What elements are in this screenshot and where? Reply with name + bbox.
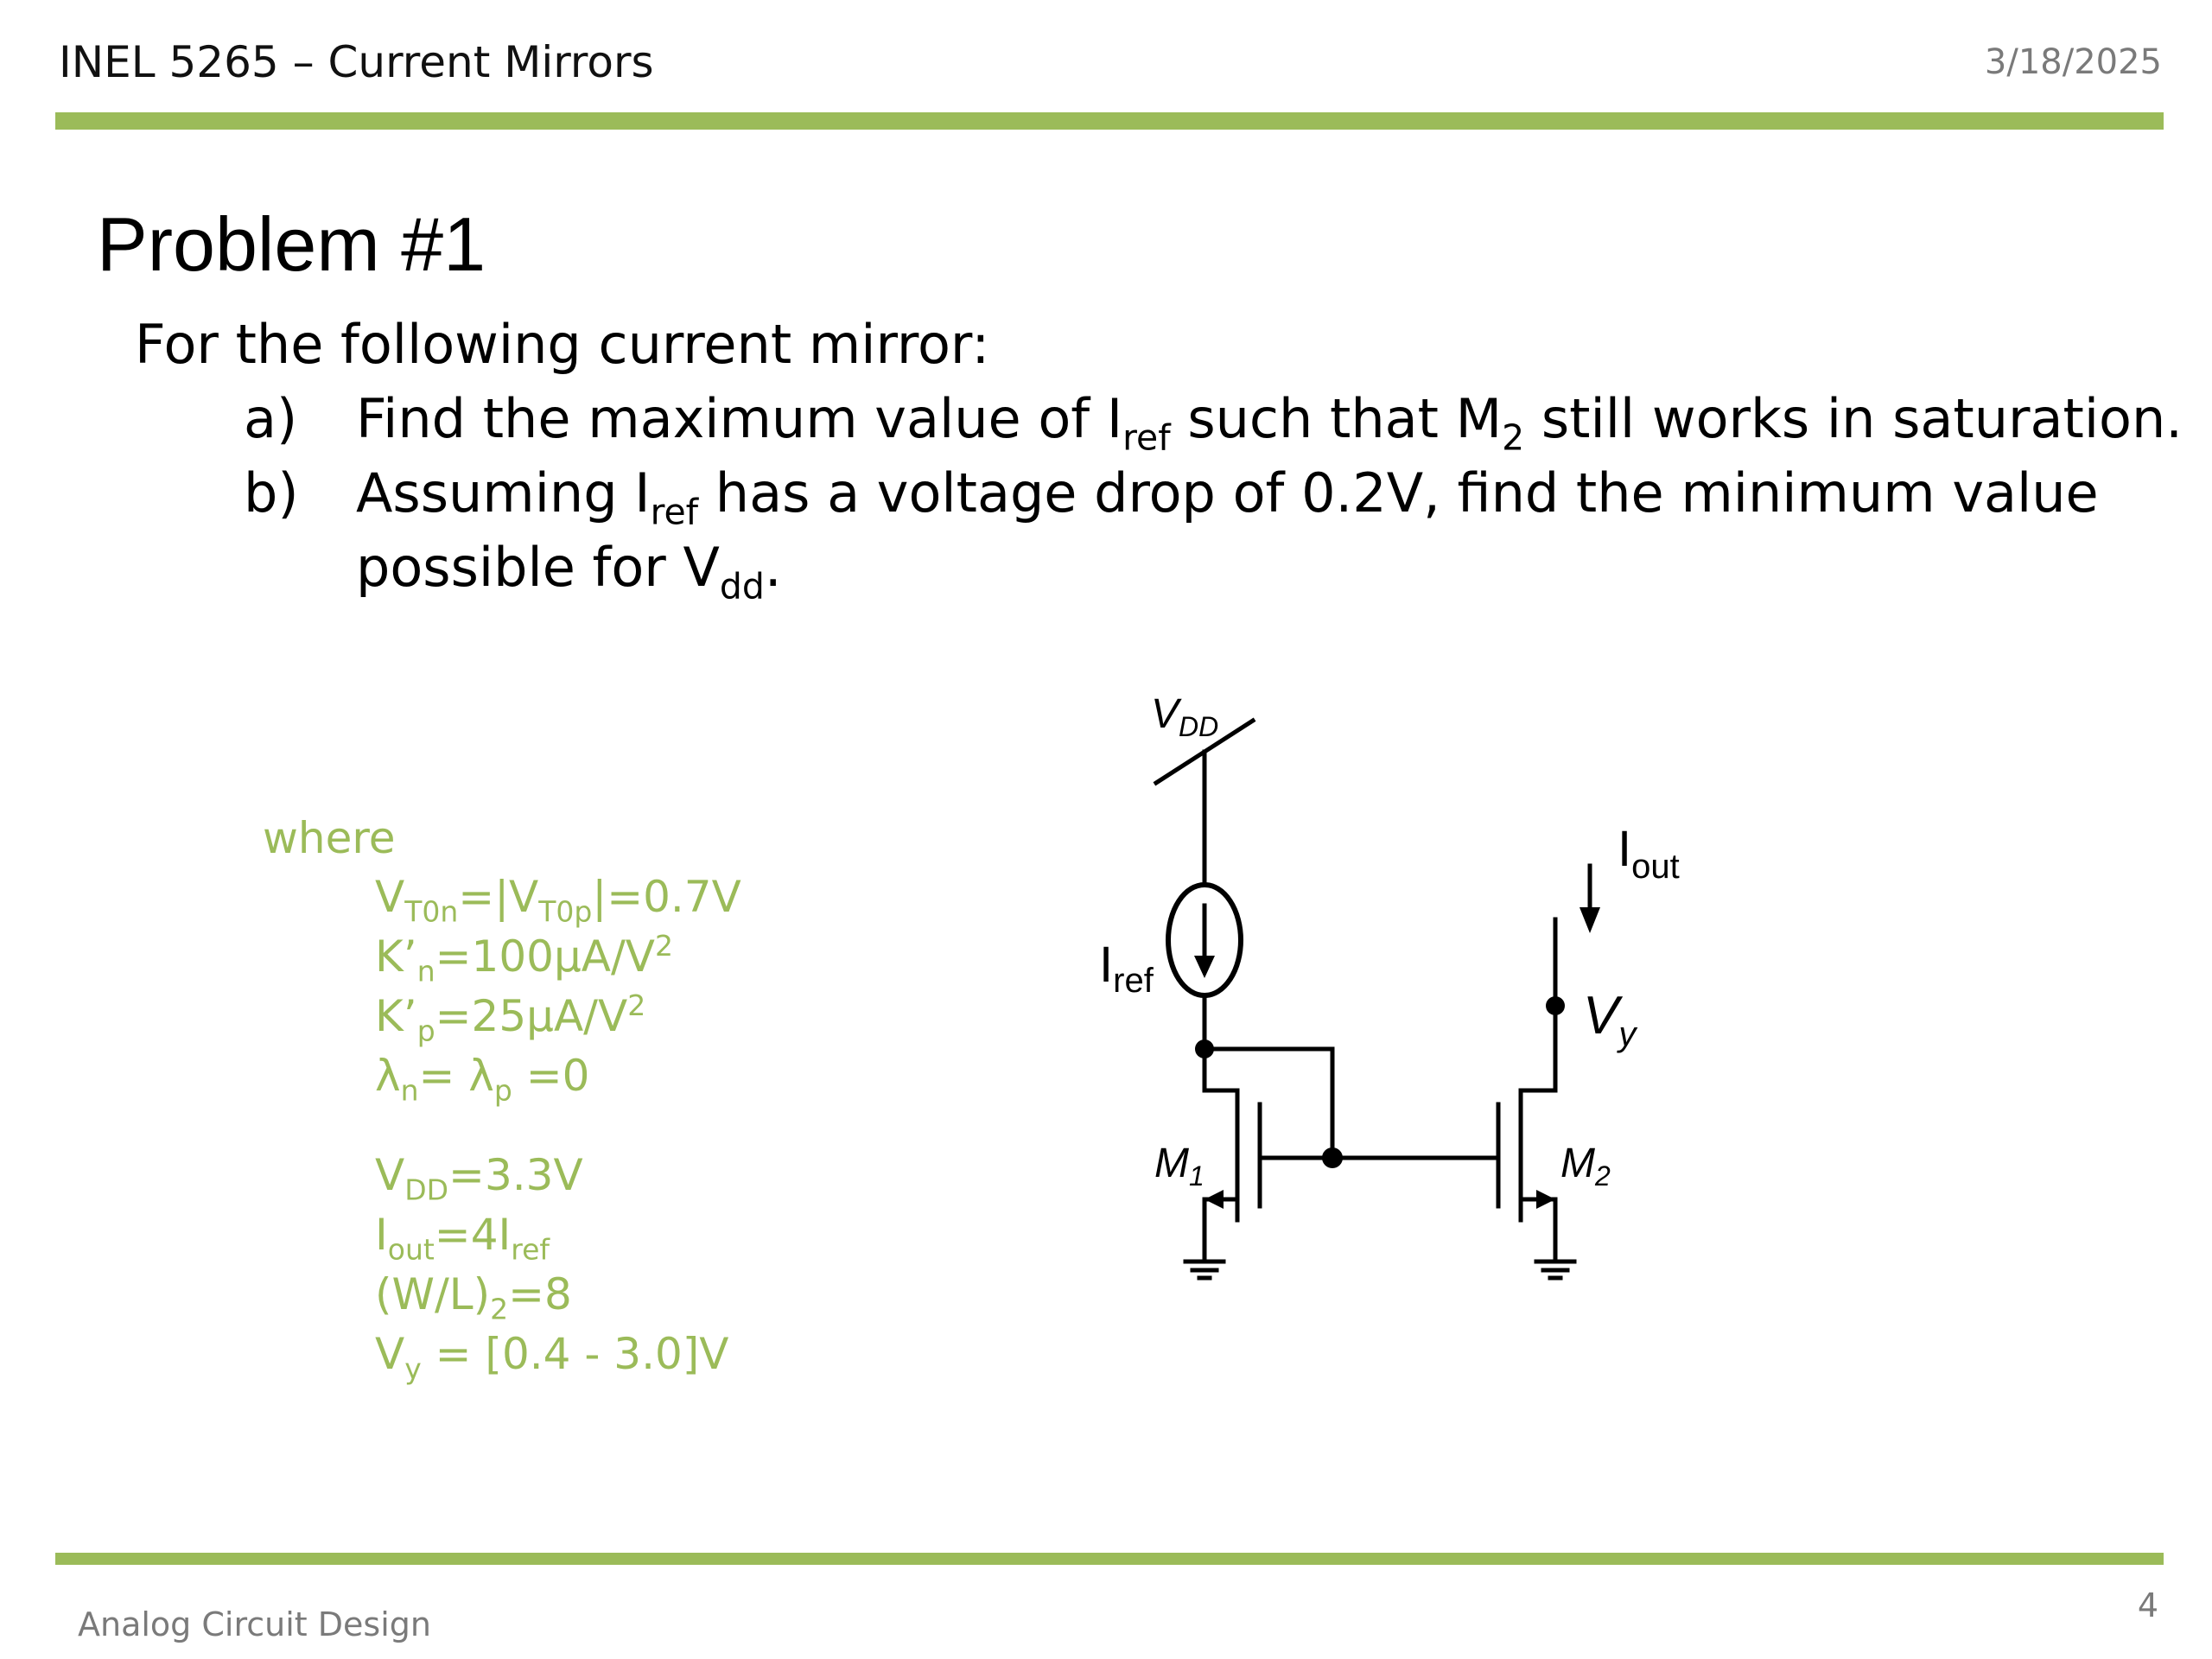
problem-title: Problem #1: [97, 201, 486, 287]
param-vy: $V_y = [0.4 - 3.0]V$: [375, 1329, 729, 1386]
param-kp: $K’_p=25\mu A/V^2$: [375, 988, 646, 1048]
footer-divider: [55, 1553, 2164, 1565]
node-dot-gate: [1322, 1147, 1343, 1168]
iref-label: $I_{ref}$: [1099, 937, 1154, 1000]
page-number: 4: [2137, 1586, 2158, 1624]
m2-source-arrow: [1536, 1190, 1555, 1209]
param-wl: $(W/L)_2=8$: [375, 1269, 572, 1326]
vdd-label: $V_{DD}$: [1151, 691, 1219, 742]
part-a-text: Find the maximum value of $I_{ref}$ such that $M_2$ still works in saturation.: [356, 387, 2183, 459]
node-dot-vy: [1546, 996, 1565, 1015]
part-b-marker: b): [244, 461, 299, 524]
vy-label: $V_y$: [1583, 986, 1637, 1053]
m1-label: $M_1$: [1154, 1141, 1205, 1192]
param-threshold: $V_{T0n}=|V_{T0p}|=0.7V$: [375, 872, 741, 929]
iref-arrowhead: [1194, 956, 1215, 978]
footer-course: Analog Circuit Design: [78, 1605, 431, 1643]
param-lambda: $\lambda_n= \lambda_p =0$: [375, 1051, 590, 1108]
node-dot-drain: [1195, 1039, 1214, 1058]
param-vdd: $V_{DD}=3.3V$: [375, 1150, 583, 1207]
header-title: INEL 5265 – Current Mirrors: [59, 37, 654, 87]
param-where: where: [263, 813, 396, 863]
part-b-text: Assuming $I_{ref}$ has a voltage drop of 0.2V, find the minimum value: [356, 461, 2099, 533]
part-b-continuation: possible for $V_{dd}$.: [356, 536, 782, 607]
iout-label: $I_{out}$: [1618, 821, 1680, 886]
m1-source-arrow: [1205, 1190, 1224, 1209]
m2-label: $M_2$: [1560, 1141, 1611, 1192]
param-kn: $K’_n=100\mu A/V^2$: [375, 928, 674, 988]
header-date: 3/18/2025: [1984, 42, 2162, 82]
ground-m1: [1185, 1262, 1224, 1278]
ground-m2: [1536, 1262, 1574, 1278]
problem-intro: For the following current mirror:: [135, 313, 990, 376]
param-iout: $I_{out}=4I_{ref}$: [375, 1210, 550, 1267]
part-a-marker: a): [244, 387, 298, 450]
iout-arrowhead: [1580, 907, 1600, 933]
